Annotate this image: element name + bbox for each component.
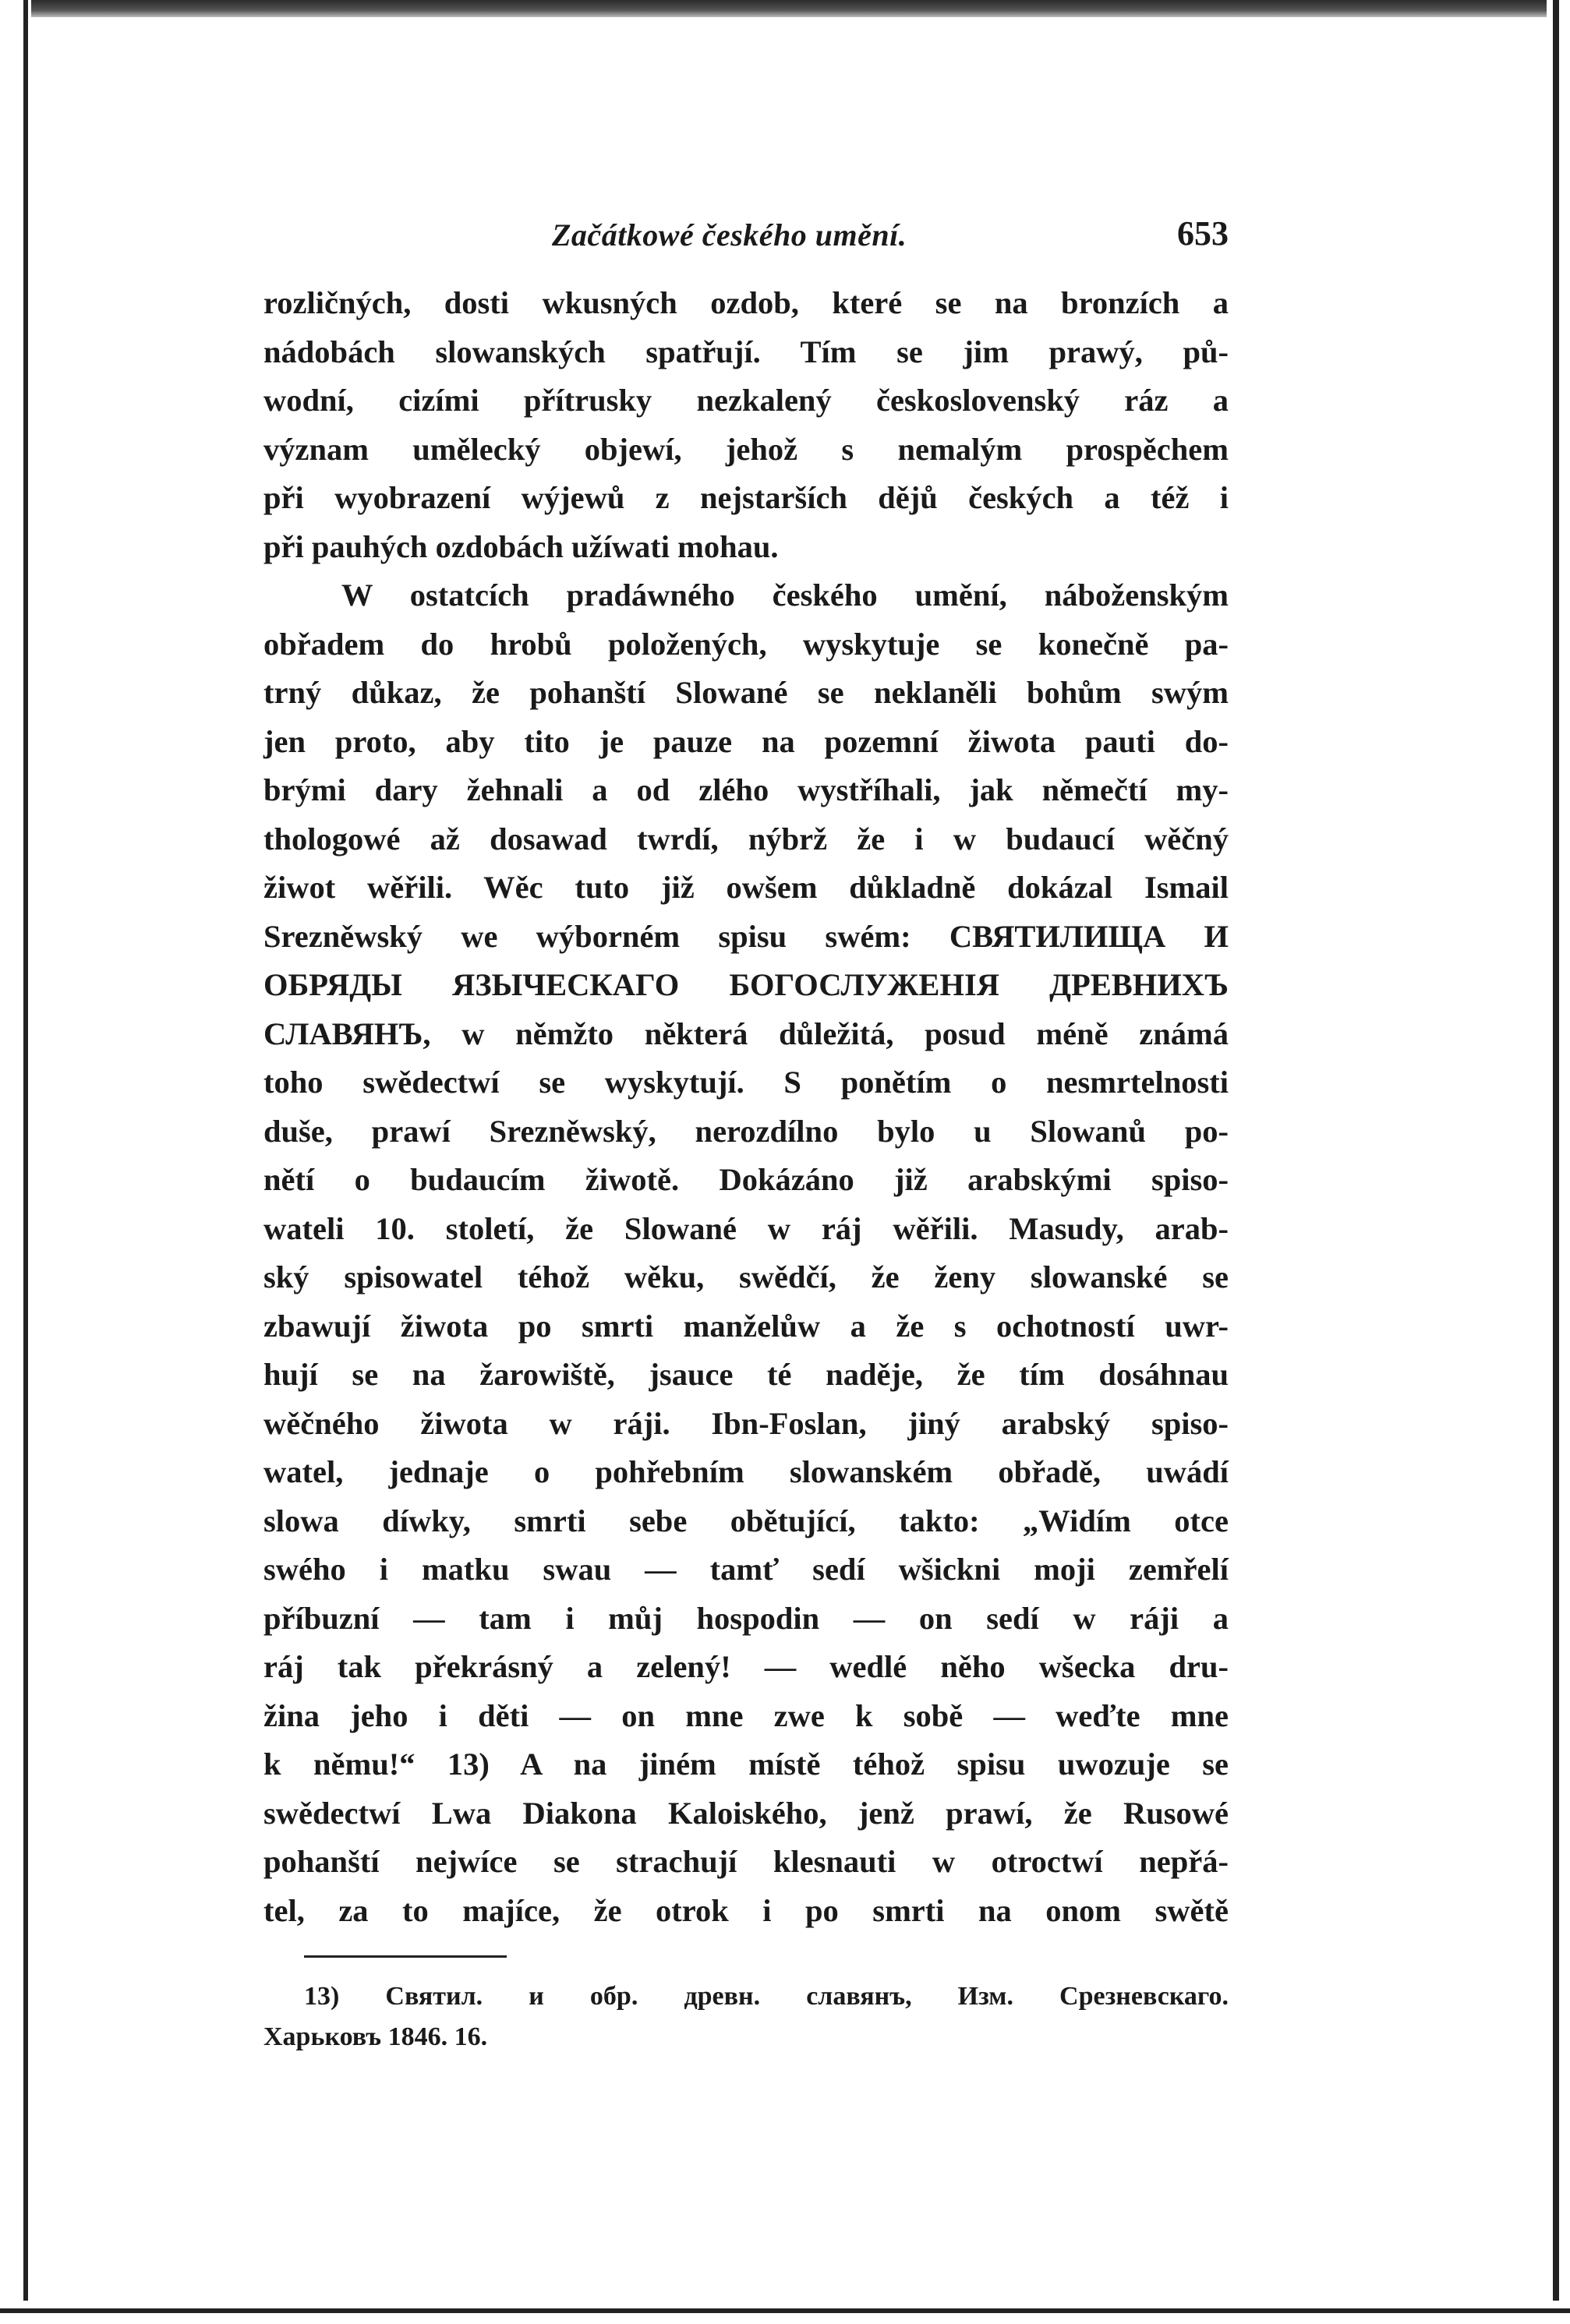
running-head — [263, 210, 1229, 265]
body-text — [263, 279, 1229, 1935]
text-line: swědectwí Lwa Diakona Kaloiského, jenž prawí, že Rusowé — [263, 1795, 1229, 1831]
book-page — [263, 210, 1229, 2057]
footnotes — [263, 1976, 1229, 2057]
text-line: wěčného žiwota w ráji. Ibn-Foslan, jiný arabský spiso- — [263, 1405, 1229, 1441]
text-line: nádobách slowanských spatřují. Tím se jim prawý, pů- — [263, 334, 1229, 369]
text-line: ОБРЯДЫ ЯЗЫЧЕСКАГО БОГОСЛУЖЕНІЯ ДРЕВНИХЪ — [263, 967, 1229, 1002]
text-line: k němu!“ 13) A na jiném místě téhož spisu uwozuje se — [263, 1747, 1229, 1782]
text-line: obřadem do hrobů položených, wyskytuje se konečně pa- — [263, 626, 1229, 662]
text-line: thologowé až dosawad twrdí, nýbrž že i w budaucí wěčný — [263, 821, 1229, 856]
text-line: rozličných, dosti wkusných ozdob, které se na bronzích a — [263, 285, 1229, 320]
text-line: brými dary žehnali a od zlého wystříhali, jak němečtí my- — [263, 772, 1229, 807]
text-line: při wyobrazení wýjewů z nejstarších dějů českých a též i — [263, 480, 1229, 515]
text-line: nětí o budaucím žiwotě. Dokázáno již arabskými spiso- — [263, 1162, 1229, 1197]
scan-frame-left — [0, 0, 31, 2324]
running-title: Začátkowé českého umění. — [552, 217, 907, 253]
text-line: toho swědectwí se wyskytují. S ponětím o nesmrtelnosti — [263, 1065, 1229, 1100]
footnote-line: 13) Святил. и обр. древн. славянъ, Изм. Срезневскаго. — [304, 1982, 1229, 2011]
text-line: význam umělecký objewí, jehož s nemalým prospěchem — [263, 431, 1229, 467]
text-line: zbawují žiwota po smrti manželůw a že s ochotností uwr- — [263, 1308, 1229, 1344]
text-line: tel, za to majíce, že otrok i po smrti na onom swětě — [263, 1892, 1229, 1928]
page-number: 653 — [1177, 214, 1229, 253]
text-line: duše, prawí Srezněwský, nerozdílno bylo u Slowanů po- — [263, 1113, 1229, 1149]
text-line: žina jeho i děti — on mne zwe k sobě — weďte mne — [263, 1697, 1229, 1733]
text-line: pohanští nejwíce se strachují klesnauti w otroctwí nepřá- — [263, 1844, 1229, 1879]
text-line: při pauhých ozdobách užíwati mohau. — [263, 528, 779, 564]
text-line: ráj tak překrásný a zelený! — wedlé něho wšecka dru- — [263, 1649, 1229, 1684]
text-line: watel, jednaje o pohřebním slowanském obřadě, uwádí — [263, 1454, 1229, 1489]
text-line: trný důkaz, že pohanští Slowané se neklaněli bohům swým — [263, 675, 1229, 710]
text-line: ský spisowatel téhož wěku, swědčí, že ženy slowanské se — [263, 1259, 1229, 1294]
text-line: swého i matku swau — tamť sedí wšickni moji zemřelí — [263, 1552, 1229, 1587]
text-line: wodní, cizími přítrusky nezkalený československý ráz a — [263, 383, 1229, 418]
text-line: příbuzní — tam i můj hospodin — on sedí w ráji a — [263, 1600, 1229, 1636]
text-line: Srezněwský we wýborném spisu swém: СВЯТИЛИЩА И — [263, 918, 1229, 954]
scan-frame-bottom — [0, 2301, 1570, 2324]
scan-frame-right — [1547, 0, 1570, 2324]
scan-frame-top — [0, 0, 1570, 17]
footnote-line: Харьковъ 1846. 16. — [263, 2022, 488, 2051]
text-line: žiwot wěřili. Wěc tuto již owšem důkladně dokázal Ismail — [263, 870, 1229, 905]
text-line: СЛАВЯНЪ, w němžto některá důležitá, posud méně známá — [263, 1015, 1229, 1051]
text-line: slowa díwky, smrti sebe obětující, takto: „Widím otce — [263, 1503, 1229, 1538]
text-line: W ostatcích pradáwného českého umění, náboženským — [341, 577, 1229, 613]
text-line: wateli 10. století, že Slowané w ráj wěřili. Masudy, arab- — [263, 1210, 1229, 1246]
footnote-divider — [304, 1955, 507, 1958]
text-line: jen proto, aby tito je pauze na pozemní žiwota pauti do- — [263, 723, 1229, 759]
text-line: hují se na žarowiště, jsauce té naděje, že tím dosáhnau — [263, 1357, 1229, 1392]
